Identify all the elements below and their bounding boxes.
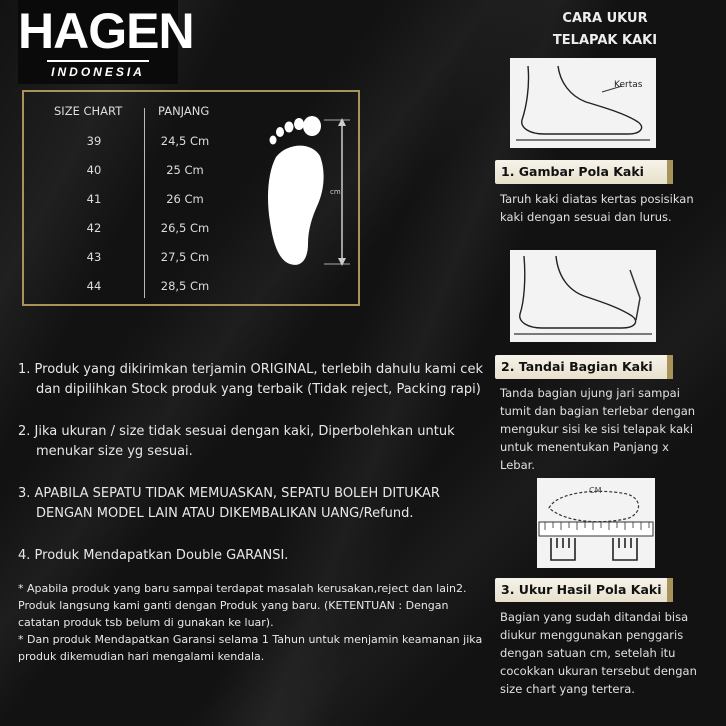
step1-illustration (510, 58, 656, 148)
step1-title (495, 160, 673, 184)
accent-bar (667, 160, 673, 184)
step3-title (495, 578, 673, 602)
length-value: 25 Cm (166, 163, 204, 177)
size-value: 43 (86, 250, 102, 264)
footnote: * Apabila produk yang baru sampai terdapat masalah kerusakan,reject dan lain2. Produk langsung kami ganti dengan Produk yang baru. (KETENTUAN : Dengan catatan produk tsb belum di gunakan ke luar). (18, 582, 467, 629)
step1-title-text: 1. Gambar Pola Kaki (501, 164, 644, 179)
length-header: PANJANG (158, 104, 210, 118)
size-value: 42 (86, 221, 102, 235)
step2-illustration (510, 250, 656, 342)
size-chart-panel (22, 90, 360, 306)
accent-bar (667, 355, 673, 379)
size-value: 44 (86, 279, 102, 293)
length-value: 28,5 Cm (160, 279, 210, 293)
howto-title (505, 8, 705, 52)
foot-marking-icon (510, 250, 656, 342)
length-value: 26 Cm (166, 192, 204, 206)
term-item: 4. Produk Mendapatkan Double GARANSI. (18, 548, 289, 563)
step2-title-text: 2. Tandai Bagian Kaki (501, 359, 653, 374)
size-value: 41 (86, 192, 102, 206)
step2-title (495, 355, 673, 379)
terms-section (18, 360, 488, 665)
length-value: 24,5 Cm (160, 134, 210, 148)
size-value: 40 (86, 163, 102, 177)
term-item: 2. Jika ukuran / size tidak sesuai dengan kaki, Diperbolehkan untuk menukar size yg sesuai. (18, 424, 455, 459)
length-value: 27,5 Cm (160, 250, 210, 264)
brand-name: HAGEN (18, 3, 194, 59)
howto-title-line2: TELAPAK KAKI (552, 33, 658, 48)
howto-title-line1: CARA UKUR (562, 11, 648, 26)
ruler-unit-label: CM (589, 486, 602, 495)
footnote: * Dan produk Mendapatkan Garansi selama 1 Tahun untuk menjamin keamanan jika produk dikemudian hari mengalami kendala. (18, 633, 483, 663)
unit-label: cm (330, 188, 341, 196)
step3-illustration (537, 478, 655, 568)
brand-tagline: INDONESIA (47, 60, 149, 81)
brand-logo (18, 0, 194, 84)
term-item: 1. Produk yang dikirimkan terjamin ORIGINAL, terlebih dahulu kami cek dan dipilihkan Stock produk yang terbaik (Tidak reject, Packing rapi) (18, 362, 483, 397)
size-value: 39 (86, 134, 102, 148)
step3-title-text: 3. Ukur Hasil Pola Kaki (501, 582, 662, 597)
step1-desc: Taruh kaki diatas kertas posisikan kaki dengan sesuai dan lurus. (500, 192, 694, 224)
term-item: 3. APABILA SEPATU TIDAK MEMUASKAN, SEPATU BOLEH DITUKAR DENGAN MODEL LAIN ATAU DIKEMBALIKAN UANG/Refund. (18, 486, 440, 521)
step3-desc: Bagian yang sudah ditandai bisa diukur menggunakan penggaris dengan satuan cm, setelah itu cocokkan ukuran tersebut dengan size chart yang tertera. (500, 610, 697, 696)
step2-desc: Tanda bagian ujung jari sampai tumit dan bagian terlebar dengan mengukur sisi ke sisi telapak kaki untuk menentukan Panjang x Lebar. (500, 386, 696, 472)
paper-label: Kertas (614, 80, 643, 90)
length-value: 26,5 Cm (160, 221, 210, 235)
accent-bar (667, 578, 673, 602)
size-chart-header: SIZE CHART (54, 104, 123, 118)
foot-on-paper-icon (510, 58, 656, 148)
column-divider (144, 108, 145, 298)
